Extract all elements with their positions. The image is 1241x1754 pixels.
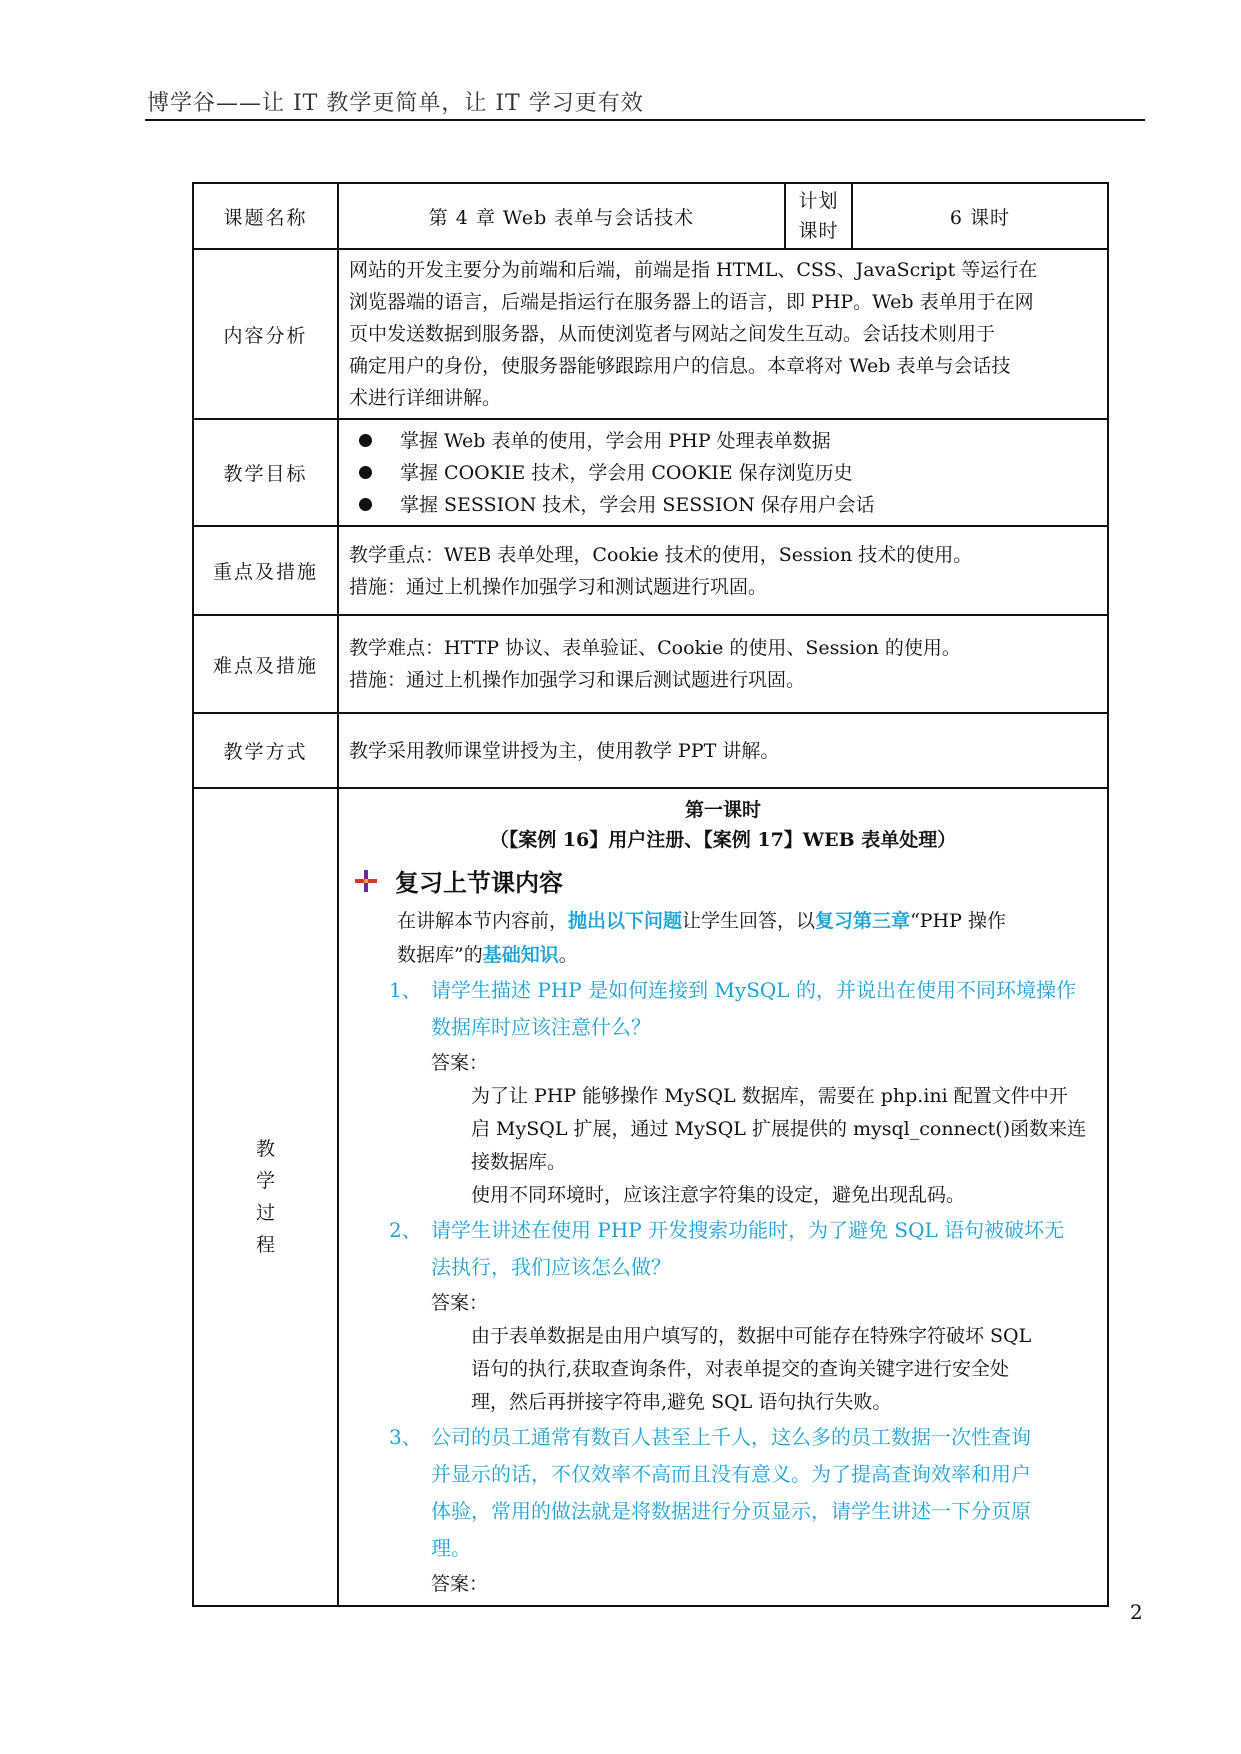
hours-value: 6 课时: [852, 183, 1108, 249]
row-difficult-points: [193, 615, 1108, 713]
answer-label: 答案：: [431, 1573, 489, 1595]
course-label: 课题名称: [193, 183, 338, 249]
plan-hours-label-line2: 课时: [798, 220, 839, 242]
page-number: 2: [1130, 1600, 1143, 1624]
answer-line: 使用不同环境时，应该注意字符集的设定，避免出现乱码。: [471, 1184, 966, 1206]
content-line: 确定用户的身份，使服务器能够跟踪用户的信息。本章将对 Web 表单与会话技: [349, 355, 1011, 377]
question-number: 2、: [389, 1218, 422, 1242]
plus-bullet-icon: [355, 870, 377, 892]
question-number: 3、: [389, 1425, 422, 1449]
teaching-method: 教学采用教师课堂讲授为主，使用教学 PPT 讲解。: [338, 713, 1108, 788]
section-heading: 复习上节课内容: [355, 863, 1097, 898]
question-line: 法执行，我们应该怎么做？: [431, 1255, 671, 1279]
question-item: [389, 1419, 1097, 1567]
question-line: 请学生描述 PHP 是如何连接到 MySQL 的，并说出在使用不同环境操作: [431, 978, 1076, 1002]
question-line: 公司的员工通常有数百人甚至上千人，这么多的员工数据一次性查询: [431, 1425, 1031, 1449]
difficult-points: [338, 615, 1108, 713]
method-label: 教学方式: [193, 713, 338, 788]
answer-line: 为了让 PHP 能够操作 MySQL 数据库，需要在 php.ini 配置文件中开: [471, 1085, 1068, 1107]
header-divider: [145, 119, 1145, 121]
goals-list: [338, 419, 1108, 526]
plan-hours-label: [785, 183, 852, 249]
key-line: 教学重点：WEB 表单处理，Cookie 技术的使用，Session 技术的使用。: [349, 543, 973, 566]
plan-hours-label-line1: 计划: [798, 190, 839, 212]
lesson-plan-table: [192, 182, 1109, 1607]
difficult-line: 措施：通过上机操作加强学习和课后测试题进行巩固。: [349, 669, 806, 691]
key-line: 措施：通过上机操作加强学习和测试题进行巩固。: [349, 575, 768, 598]
goal-item: 掌握 Web 表单的使用，学会用 PHP 处理表单数据: [349, 425, 1097, 457]
course-name: 第 4 章 Web 表单与会话技术: [338, 183, 785, 249]
row-content-analysis: [193, 249, 1108, 419]
question-line: 请学生讲述在使用 PHP 开发搜索功能时，为了避免 SQL 语句被破坏无: [431, 1218, 1065, 1242]
content-line: 术进行详细讲解。: [349, 387, 502, 409]
answer-label: 答案：: [431, 1292, 489, 1314]
content-label: 内容分析: [193, 249, 338, 419]
difficult-label: 难点及措施: [193, 615, 338, 713]
answer-line: 接数据库。: [471, 1151, 567, 1173]
bullet-icon: [359, 434, 372, 447]
lesson-subtitle: （【案例 16】用户注册、【案例 17】WEB 表单处理）: [489, 829, 957, 851]
intro-paragraph: 在讲解本节内容前，抛出以下问题让学生回答，以复习第三章“PHP 操作 数据库”的基础知识。: [397, 910, 1006, 966]
process-label: 教 学 过 程: [193, 788, 338, 1606]
page-header: 博学谷——让 IT 教学更简单，让 IT 学习更有效: [147, 91, 644, 116]
row-process: [193, 788, 1108, 1606]
row-goals: [193, 419, 1108, 526]
content-line: 浏览器端的语言，后端是指运行在服务器上的语言，即 PHP。Web 表单用于在网: [349, 291, 1034, 313]
difficult-line: 教学难点：HTTP 协议、表单验证、Cookie 的使用、Session 的使用。: [349, 637, 961, 659]
answer-label: 答案：: [431, 1052, 489, 1074]
content-analysis: [338, 249, 1108, 419]
question-line: 数据库时应该注意什么？: [431, 1015, 651, 1039]
question-item: [389, 972, 1097, 1046]
content-line: 页中发送数据到服务器，从而使浏览者与网站之间发生互动。会话技术则用于: [349, 323, 996, 345]
question-number: 1、: [389, 978, 422, 1002]
goal-item: 掌握 COOKIE 技术，学会用 COOKIE 保存浏览历史: [349, 457, 1097, 489]
question-line: 体验，常用的做法就是将数据进行分页显示，请学生讲述一下分页原: [431, 1499, 1031, 1523]
goals-label: 教学目标: [193, 419, 338, 526]
row-key-points: [193, 526, 1108, 615]
answer-line: 语句的执行,获取查询条件，对表单提交的查询关键字进行安全处: [471, 1358, 1010, 1380]
answer-line: 由于表单数据是由用户填写的，数据中可能存在特殊字符破坏 SQL: [471, 1325, 1032, 1347]
key-label: 重点及措施: [193, 526, 338, 615]
lesson-title: 第一课时: [684, 799, 761, 821]
question-line: 理。: [431, 1536, 471, 1560]
bullet-icon: [359, 498, 372, 511]
question-item: [389, 1212, 1097, 1286]
content-line: 网站的开发主要分为前端和后端，前端是指 HTML、CSS、JavaScript 等运行在: [349, 259, 1038, 281]
key-points: [338, 526, 1108, 615]
answer-line: 理，然后再拼接字符串,避免 SQL 语句执行失败。: [471, 1391, 892, 1413]
row-method: [193, 713, 1108, 788]
row-course: [193, 183, 1108, 249]
bullet-icon: [359, 466, 372, 479]
teaching-process: [338, 788, 1108, 1606]
answer-line: 启 MySQL 扩展，通过 MySQL 扩展提供的 mysql_connect()函数来连: [471, 1118, 1087, 1140]
question-line: 并显示的话，不仅效率不高而且没有意义。为了提高查询效率和用户: [431, 1462, 1031, 1486]
goal-item: 掌握 SESSION 技术，学会用 SESSION 保存用户会话: [349, 489, 1097, 521]
